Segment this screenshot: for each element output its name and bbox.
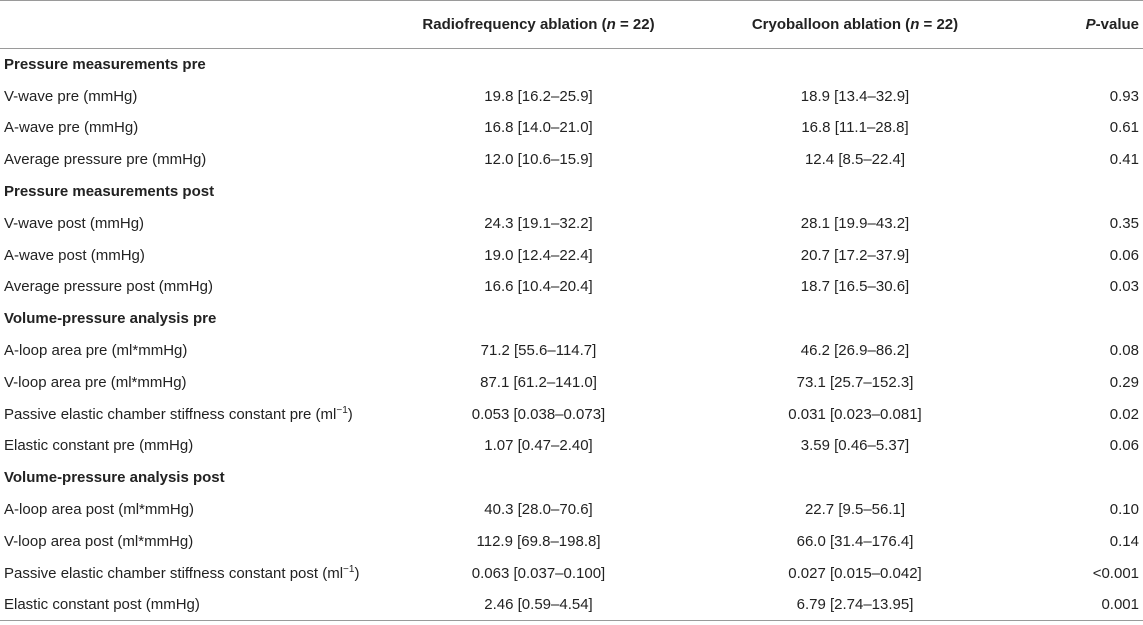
table-row [0, 271, 1143, 303]
cryo-value: 0.027 [0.015–0.042] [788, 564, 922, 582]
row-label-text: Elastic constant post (mmHg) [4, 596, 200, 614]
row-label [0, 557, 381, 589]
row-label-superscript: −1 [343, 563, 355, 575]
row-label-text: Average pressure pre (mmHg) [4, 151, 207, 169]
header-p-letter: P [1085, 16, 1096, 33]
table-row [0, 335, 1143, 367]
header-rf-pre: Radiofrequency ablation ( [422, 16, 607, 33]
table-row [0, 525, 1143, 557]
row-label [0, 366, 381, 398]
row-label-text: Passive elastic chamber stiffness constant post (ml [4, 564, 344, 582]
p-value: 0.41 [1109, 151, 1139, 169]
rf-value: 40.3 [28.0–70.6] [484, 501, 593, 519]
row-label [0, 525, 381, 557]
row-label [0, 494, 381, 526]
section-row [0, 462, 1143, 494]
table-row [0, 80, 1143, 112]
row-label [0, 239, 381, 271]
cryo-value: 66.0 [31.4–176.4] [796, 532, 914, 550]
table-row [0, 557, 1143, 589]
rf-value: 24.3 [19.1–32.2] [484, 214, 593, 232]
cryo-value: 16.8 [11.1–28.8] [801, 119, 909, 137]
row-label-text: Elastic constant pre (mmHg) [4, 437, 194, 455]
table-header [0, 1, 1143, 49]
p-value: 0.93 [1109, 87, 1139, 105]
section-row [0, 303, 1143, 335]
section-title: Pressure measurements pre [4, 56, 206, 74]
cryo-value: 73.1 [25.7–152.3] [796, 373, 914, 391]
row-label-text: Average pressure post (mmHg) [4, 278, 213, 296]
cryo-value: 28.1 [19.9–43.2] [800, 214, 910, 232]
table-row [0, 239, 1143, 271]
row-label-text: V-loop area pre (ml*mmHg) [4, 373, 187, 391]
row-label [0, 430, 381, 462]
header-empty [0, 1, 381, 49]
row-label-text: A-loop area pre (ml*mmHg) [4, 342, 188, 360]
p-value: 0.06 [1109, 246, 1139, 264]
p-value: 0.08 [1109, 342, 1139, 360]
rf-value: 16.6 [10.4–20.4] [484, 278, 593, 296]
row-label-text: Passive elastic chamber stiffness constant pre (ml [4, 405, 337, 423]
row-label-text: V-loop area post (ml*mmHg) [4, 532, 194, 550]
cryo-value: 46.2 [26.9–86.2] [800, 342, 910, 360]
header-cryo-post: = 22) [919, 16, 959, 33]
rf-value: 112.9 [69.8–198.8] [476, 532, 601, 550]
p-value: 0.29 [1109, 373, 1139, 391]
header-p-suffix: -value [1095, 16, 1139, 33]
table-row [0, 494, 1143, 526]
header-radiofrequency [381, 1, 696, 49]
table-row [0, 366, 1143, 398]
row-label-end: ) [347, 405, 353, 423]
row-label [0, 589, 381, 621]
cryo-value: 12.4 [8.5–22.4] [804, 151, 906, 169]
row-label [0, 80, 381, 112]
row-label-text: V-wave post (mmHg) [4, 214, 145, 232]
row-label-end: ) [354, 564, 360, 582]
table-row [0, 430, 1143, 462]
p-value: 0.02 [1109, 405, 1139, 423]
header-cryoballoon [696, 1, 1014, 49]
section-title: Volume-pressure analysis pre [4, 310, 217, 328]
rf-value: 0.063 [0.037–0.100] [471, 564, 606, 582]
table-row [0, 589, 1143, 621]
p-value: 0.06 [1109, 437, 1139, 455]
section-title: Volume-pressure analysis post [4, 469, 225, 487]
table-row [0, 112, 1143, 144]
cryo-value: 18.7 [16.5–30.6] [800, 278, 910, 296]
cryo-value: 6.79 [2.74–13.95] [696, 589, 1014, 621]
cryo-value: 18.9 [13.4–32.9] [800, 87, 910, 105]
row-label-text: A-wave pre (mmHg) [4, 119, 139, 137]
p-value: 0.14 [1109, 532, 1139, 550]
row-label-text: V-wave pre (mmHg) [4, 87, 138, 105]
header-row [0, 1, 1143, 49]
row-label [0, 207, 381, 239]
rf-value: 12.0 [10.6–15.9] [484, 151, 593, 169]
rf-value: 0.053 [0.038–0.073] [471, 405, 606, 423]
section-row [0, 49, 1143, 81]
cryo-value: 0.031 [0.023–0.081] [788, 405, 922, 423]
p-value: 0.35 [1109, 214, 1139, 232]
p-value: 0.001 [1014, 589, 1143, 621]
p-value: 0.03 [1109, 278, 1139, 296]
cryo-value: 20.7 [17.2–37.9] [800, 246, 910, 264]
rf-value: 19.8 [16.2–25.9] [484, 87, 593, 105]
table-row [0, 144, 1143, 176]
section-row [0, 176, 1143, 208]
rf-value: 2.46 [0.59–4.54] [381, 589, 696, 621]
p-value: <0.001 [1092, 564, 1139, 582]
row-label [0, 112, 381, 144]
p-value: 0.10 [1109, 501, 1139, 519]
table-body [0, 49, 1143, 621]
row-label [0, 335, 381, 367]
cryo-value: 3.59 [0.46–5.37] [800, 437, 910, 455]
rf-value: 71.2 [55.6–114.7] [480, 342, 597, 360]
cryo-value: 22.7 [9.5–56.1] [804, 501, 906, 519]
rf-value: 87.1 [61.2–141.0] [480, 373, 597, 391]
table-row [0, 207, 1143, 239]
rf-value: 16.8 [14.0–21.0] [484, 119, 593, 137]
rf-value: 1.07 [0.47–2.40] [484, 437, 593, 455]
section-title: Pressure measurements post [4, 183, 215, 201]
row-label-text: A-wave post (mmHg) [4, 246, 145, 264]
table-row [0, 398, 1143, 430]
row-label-text: A-loop area post (ml*mmHg) [4, 501, 195, 519]
row-label-superscript: −1 [336, 404, 348, 416]
header-p-value [1014, 1, 1143, 49]
row-label [0, 398, 381, 430]
row-label [0, 144, 381, 176]
p-value: 0.61 [1109, 119, 1139, 137]
row-label [0, 271, 381, 303]
header-cryo-n: n [910, 16, 920, 33]
header-rf-n: n [606, 16, 616, 33]
header-cryo-pre: Cryoballoon ablation ( [751, 16, 911, 33]
header-rf-post: = 22) [615, 16, 655, 33]
rf-value: 19.0 [12.4–22.4] [484, 246, 593, 264]
